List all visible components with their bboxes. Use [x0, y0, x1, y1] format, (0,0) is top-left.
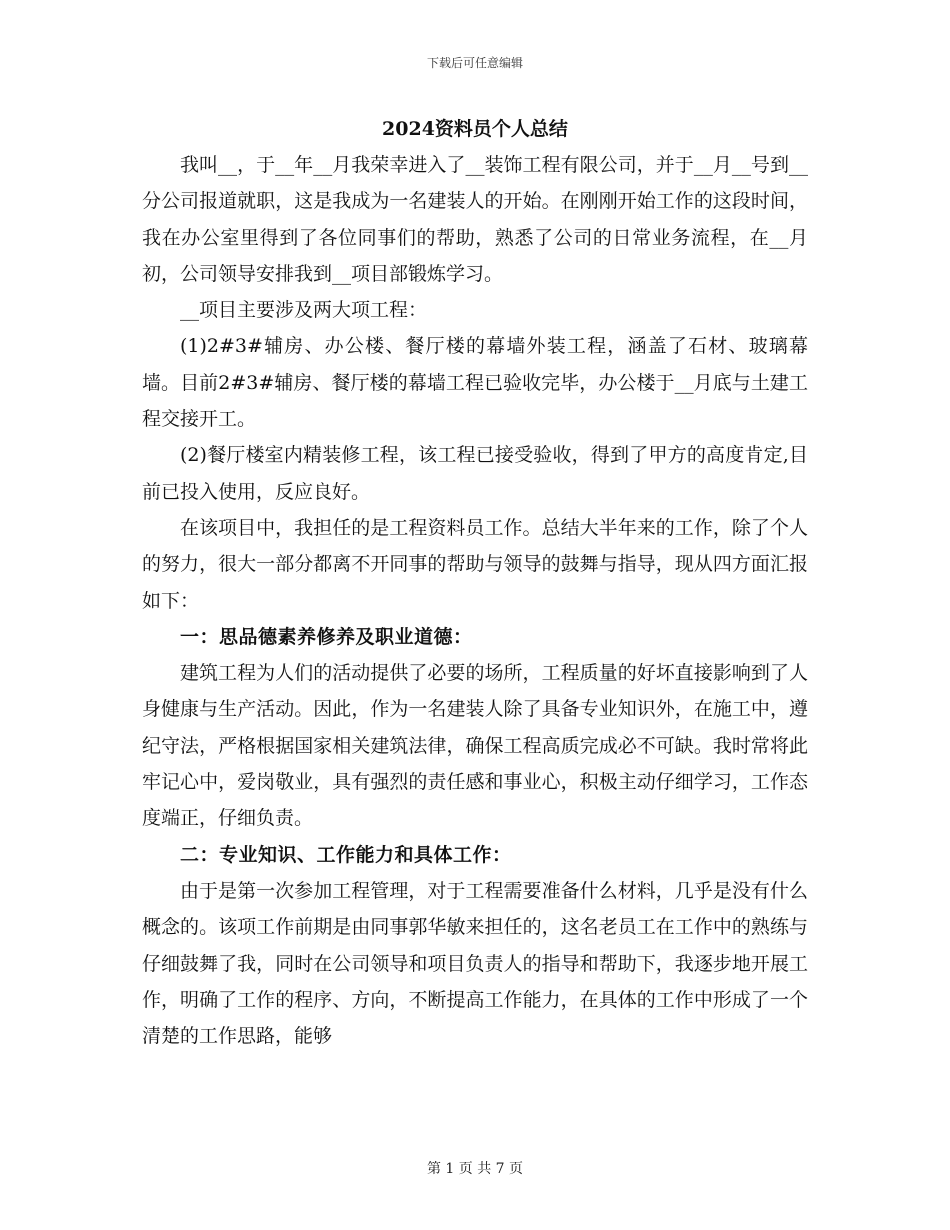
document-title: 2024资料员个人总结 — [382, 118, 568, 140]
page-number: 第 1 页 共 7 页 — [426, 1161, 524, 1177]
header-note: 下载后可任意编辑 — [426, 56, 523, 70]
document-body — [142, 147, 808, 1054]
paragraph-intro: 我叫__，于__年__月我荣幸进入了__装饰工程有限公司，并于__月__号到__分公司报道就职，这是我成为一名建装人的开始。在刚刚开始工作的这段时间，我在办公室里得到了各位同事们的帮助，熟悉了公司的日常业务流程，在__月初，公司领导安排我到__项目部锻炼学习。 — [142, 154, 808, 285]
paragraph-work: 由于是第一次参加工程管理，对于工程需要准备什么材料，几乎是没有什么概念的。该项工作前期是由同事郭华敏来担任的，这名老员工在工作中的熟练与仔细鼓舞了我，同时在公司领导和项目负责人的指导和帮助下，我逐步地开展工作，明确了工作的程序、方向，不断提高工作能力，在具体的工作中形成了一个清楚的工作思路，能够 — [142, 879, 808, 1048]
paragraph-ethics: 建筑工程为人们的活动提供了必要的场所，工程质量的好坏直接影响到了人身健康与生产活动。因此，作为一名建装人除了具备专业知识外，在施工中，遵纪守法，严格根据国家相关建筑法律，确保工程高质完成必不可缺。我时常将此牢记心中，爱岗敬业，具有强烈的责任感和事业心，积极主动仔细学习，工作态度端正，仔细负责。 — [142, 662, 808, 830]
paragraph-project-scope: __项目主要涉及两大项工程： — [180, 299, 428, 322]
paragraph-role: 在该项目中，我担任的是工程资料员工作。总结大半年来的工作，除了个人的努力，很大一部分都离不开同事的帮助与领导的鼓舞与指导，现从四方面汇报如下： — [142, 516, 808, 612]
section-heading-2: 二：专业知识、工作能力和具体工作： — [180, 843, 512, 866]
paragraph-item-1: (1)2#3#辅房、办公楼、餐厅楼的幕墙外装工程，涵盖了石材、玻璃幕墙。目前2#3#辅房、餐厅楼的幕墙工程已验收完毕，办公楼于__月底与土建工程交接开工。 — [142, 335, 808, 431]
paragraph-item-2: (2)餐厅楼室内精装修工程，该工程已接受验收，得到了甲方的高度肯定,目前已投入使用，反应良好。 — [142, 444, 808, 503]
section-heading-1: 一：思品德素养修养及职业道德： — [180, 625, 473, 648]
